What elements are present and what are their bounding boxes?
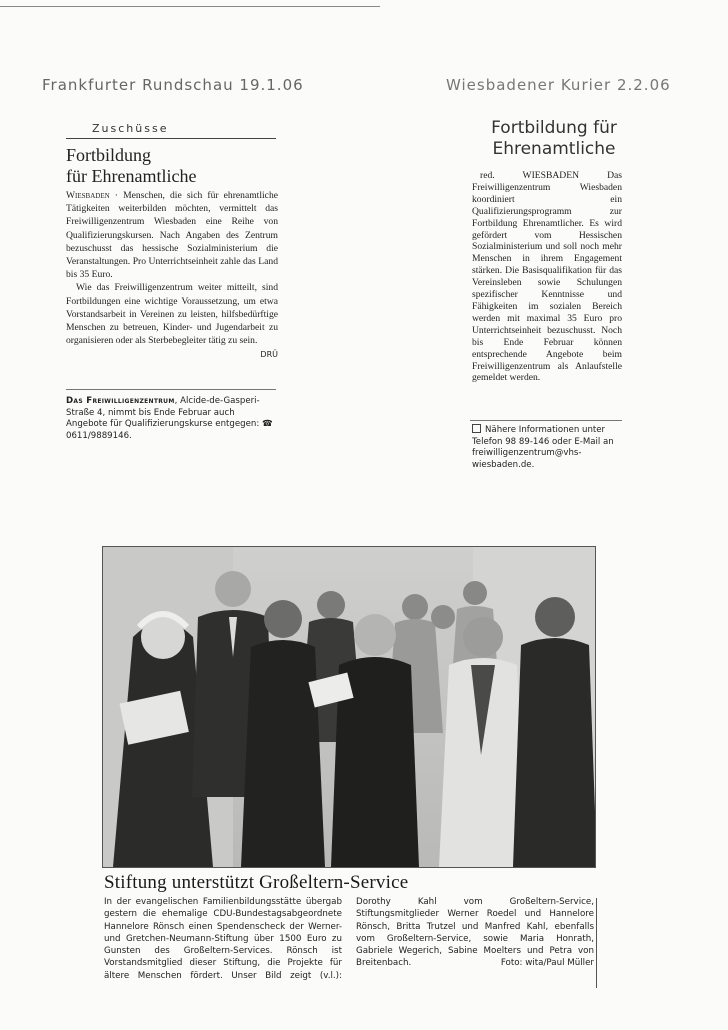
right-paragraph: red. WIESBADEN Das Freiwilligenzentrum Wiesbaden koordiniert ein Qualifizierungsprogramm zur Fortbildung Ehrenamtlicher. Es wird gefördert vom Hessischen Sozialministerium und soll noch mehr Menschen in ihrem Engagement stärken. Die Basisqualifikation für das Vereinsleben sowie Schulungen spezifischer Kenntnisse und Fähigkeiten im sozialen Bereich werden mit maximal 35 Euro pro Unterrichtseinheit bezuschusst. Noch bis Ende Februar können entsprechende Angebote beim Freiwilligenzentrum als Anlaufstelle gemeldet werden. (472, 170, 622, 384)
right-note-rule (470, 420, 622, 421)
photo-caption-text: In der evangelischen Familienbildungsstätte übergab gestern die ehemalige CDU-Bundestagsabgeordnete Hannelore Rönsch einen Spendenscheck der Werner-und Gretchen-Neumann-Stiftung über 1500 Euro zu Gunsten des Großeltern-Services. Rönsch ist Vorstandsmitglied dieser Stiftung, die Projekte für ältere Menschen fördert. Unser Bild zeigt (v.l.): Dorothy Kahl vom Großeltern-Service, Stiftungsmitglieder Werner Roedel und Hannelore Rönsch, Britta Trutzel und Manfred Kahl, ebenfalls vom Großeltern-Service, sowie Maria Honrath, Gabriele Wegerich, Sabine Moelters und Petra von Breitenbach. (104, 897, 594, 981)
left-note-rule (66, 389, 276, 390)
group-photo-illustration (103, 547, 595, 867)
left-dateline: Wiesbaden (66, 190, 110, 201)
photo-caption (104, 896, 594, 988)
right-article-title (470, 118, 638, 160)
left-note-phone: ☎ 0611/9889146. (66, 419, 273, 441)
left-paragraph-2-text: Wie das Freiwilligenzentrum weiter mitteilt, sind Fortbildungen eine wichtige Voraussetzung, um etwa Vorstandsarbeit in Vereinen zu leisten, hilfsbedürftige Menschen zu betreuen, Kinder- und Jugendarbeit zu organisieren oder als Sterbebegleiter tätig zu sein. (66, 282, 278, 347)
left-article-title (66, 145, 286, 187)
left-paragraph-1-text: · Menschen, die sich für ehrenamtliche Tätigkeiten weiterbilden möchten, vermittelt das Freiwilligenzentrum Wiesbaden eine Reihe von Qualifizierungskursen. Nach Angaben des Zentrum bezuschusst das hessische Sozialministerium die Veranstaltungen. Pro Unterrichtseinheit zahle das Land bis 35 Euro. (66, 190, 278, 281)
source-label-right: Wiesbadener Kurier 2.2.06 (446, 76, 671, 94)
right-title-line-1: Fortbildung für (491, 118, 617, 138)
left-paragraph-2 (66, 281, 278, 360)
left-article-note (66, 396, 278, 442)
photo-credit: Foto: wita/Paul Müller (500, 958, 594, 969)
left-article-kicker: Zuschüsse (92, 122, 169, 135)
caption-rule (596, 898, 597, 988)
left-title-line-2: für Ehrenamtliche (66, 166, 197, 186)
right-note-text: Nähere Informationen unter Telefon 98 89-146 oder E-Mail an freiwilligenzentrum@vhs-wiesbaden.de. (472, 425, 614, 470)
left-paragraph-1 (66, 189, 278, 281)
right-article-note (472, 424, 624, 471)
top-rule (0, 6, 380, 7)
left-author: DRÜ (260, 350, 278, 360)
group-photo (102, 546, 596, 868)
left-article-body (66, 189, 278, 362)
info-box-icon (472, 424, 481, 433)
source-label-left: Frankfurter Rundschau 19.1.06 (42, 76, 304, 94)
right-title-line-2: Ehrenamtliche (492, 139, 616, 159)
left-kicker-rule (66, 138, 276, 139)
right-article-body (472, 170, 622, 384)
left-note-text: , Alcide-de-Gasperi-Straße 4, nimmt bis Ende Februar auch Angebote für Qualifizierungskurse entgegen: (66, 396, 260, 430)
photo-article-title: Stiftung unterstützt Großeltern-Service (104, 872, 409, 893)
left-note-org: Das Freiwilligenzentrum (66, 396, 175, 406)
left-title-line-1: Fortbildung (66, 145, 152, 165)
